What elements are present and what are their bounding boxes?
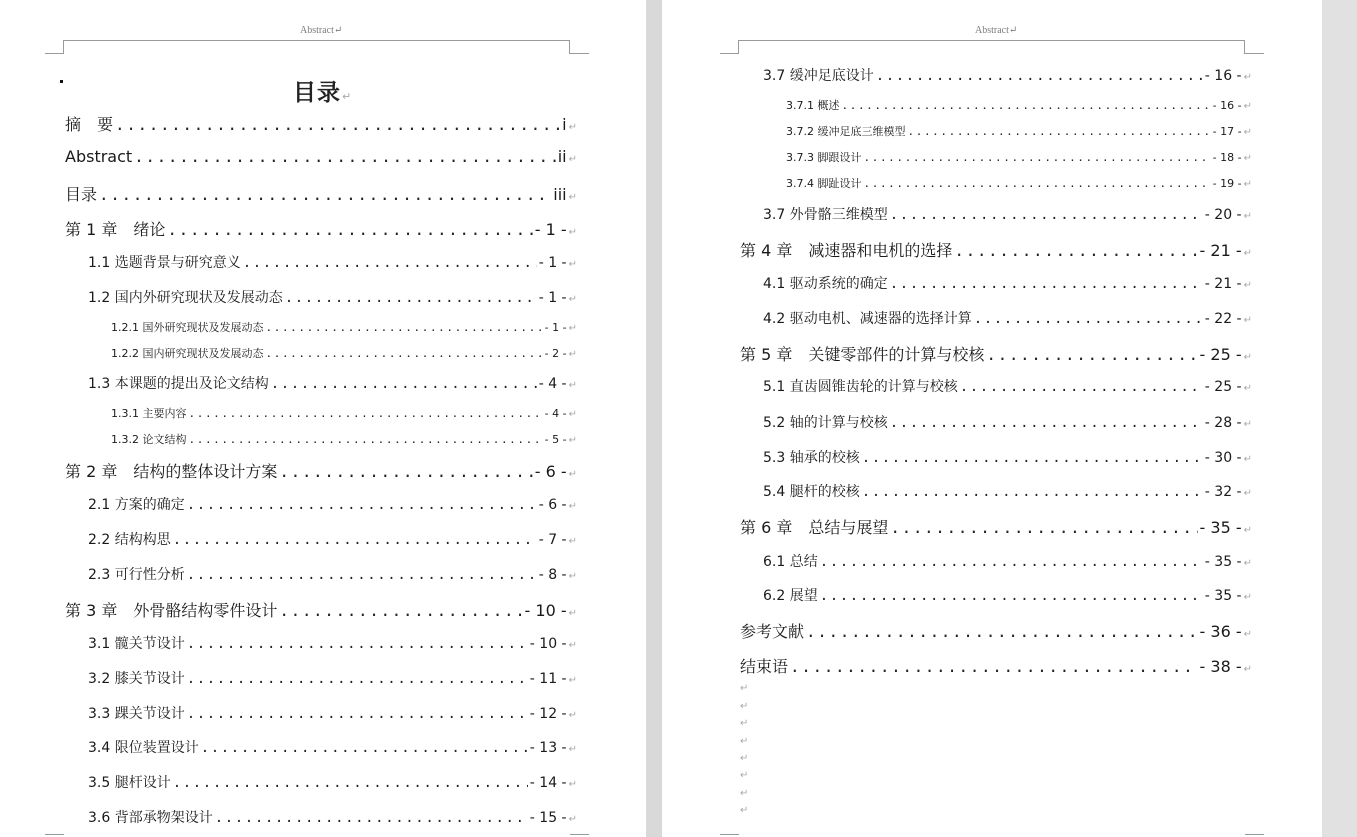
toc-entry-page: - 17 - (1212, 125, 1242, 138)
toc-entry-label: 1.1 选题背景与研究意义 (88, 255, 241, 271)
toc-entry-label: 3.3 踝关节设计 (88, 706, 185, 722)
toc-entry[interactable] (88, 772, 577, 792)
toc-entry-label: 6.1 总结 (763, 554, 818, 570)
toc-leader-dots (279, 601, 522, 620)
toc-entry[interactable] (88, 564, 577, 584)
toc-leader-dots (243, 255, 537, 271)
toc-entry-page: - 38 - (1199, 657, 1242, 676)
toc-entry-label: 参考文献 (740, 622, 805, 641)
toc-entry-page: - 25 - (1199, 345, 1242, 364)
toc-leader-dots (890, 415, 1203, 431)
toc-entry-page: - 22 - (1204, 311, 1242, 327)
toc-leader-dots (187, 706, 528, 722)
paragraph-mark: ↵ (1243, 525, 1252, 536)
paragraph-mark: ↵ (568, 608, 577, 619)
crop-mark (570, 53, 589, 54)
toc-entry[interactable] (740, 238, 1252, 261)
paragraph-mark: ↵ (568, 640, 577, 651)
toc-leader-dots (271, 376, 537, 392)
toc-leader-dots (266, 347, 543, 360)
toc-leader-dots (864, 151, 1211, 164)
paragraph-mark: ↵ (568, 259, 577, 270)
toc-entry-page: - 16 - (1204, 68, 1242, 84)
toc-entry-label: 第 4 章 减速器和电机的选择 (740, 241, 953, 260)
toc-entry-label: 3.6 背部承物架设计 (88, 810, 213, 826)
toc-entry[interactable] (88, 373, 577, 393)
toc-entry[interactable] (763, 447, 1252, 467)
paragraph-mark: ↵ (1243, 127, 1252, 138)
toc-entry[interactable] (786, 175, 1252, 191)
toc-leader-dots (862, 450, 1203, 466)
paragraph-mark: ↵ (740, 701, 749, 712)
toc-entry[interactable] (763, 204, 1252, 224)
toc-entry-label: 3.5 腿杆设计 (88, 775, 171, 791)
toc-entry-page: - 15 - (529, 810, 567, 826)
crop-mark (738, 40, 739, 54)
toc-entry-page: - 4 - (544, 407, 567, 420)
toc-entry-label: 3.1 髋关节设计 (88, 636, 185, 652)
toc-entry-page: - 2 - (544, 347, 567, 360)
paragraph-mark: ↵ (568, 814, 577, 825)
paragraph-mark: ↵ (740, 770, 749, 781)
toc-entry[interactable] (763, 585, 1252, 605)
toc-entry[interactable] (65, 217, 577, 240)
paragraph-mark: ↵ (1243, 248, 1252, 259)
paragraph-mark: ↵ (1243, 629, 1252, 640)
toc-entry[interactable] (740, 515, 1252, 538)
toc-entry-page: - 1 - (534, 220, 567, 239)
toc-entry-label: 第 1 章 绪论 (65, 220, 166, 239)
paragraph-mark: ↵ (568, 744, 577, 755)
toc-leader-dots (806, 622, 1198, 641)
paragraph-mark: ↵ (1243, 558, 1252, 569)
toc-entry[interactable] (740, 654, 1252, 677)
toc-entry-page: - 1 - (538, 290, 567, 306)
crop-mark (1245, 834, 1264, 835)
toc-leader-dots (790, 657, 1198, 676)
toc-leader-dots (864, 177, 1211, 190)
toc-entry-label: 结束语 (740, 657, 789, 676)
toc-entry-page: - 6 - (538, 497, 567, 513)
toc-leader-dots (187, 671, 528, 687)
paragraph-mark: ↵ (1243, 352, 1252, 363)
page-gap (646, 0, 662, 837)
paragraph-mark: ↵ (568, 571, 577, 582)
toc-entry[interactable] (88, 633, 577, 653)
toc-entry-page: - 10 - (529, 636, 567, 652)
toc-entry-page: - 11 - (529, 671, 567, 687)
toc-entry-page: - 16 - (1212, 99, 1242, 112)
toc-leader-dots (134, 147, 556, 166)
toc-entry[interactable] (763, 65, 1252, 85)
toc-entry-label: 第 5 章 关键零部件的计算与校核 (740, 345, 985, 364)
toc-entry-page: - 4 - (538, 376, 567, 392)
toc-entry-page: - 21 - (1204, 276, 1242, 292)
paragraph-mark: ↵ (1243, 101, 1252, 112)
toc-entry-label: 3.2 膝关节设计 (88, 671, 185, 687)
toc-entry-page: - 21 - (1199, 241, 1242, 260)
bullet-mark (60, 80, 63, 83)
crop-mark (45, 53, 64, 54)
toc-entry-label: 5.1 直齿圆锥齿轮的计算与校核 (763, 379, 958, 395)
page-header-text: Abstract↵ (300, 25, 343, 36)
toc-entry-page: - 14 - (529, 775, 567, 791)
crop-mark (570, 834, 589, 835)
paragraph-mark: ↵ (568, 469, 577, 480)
paragraph-mark: ↵ (568, 192, 577, 203)
toc-entry-page: - 1 - (544, 321, 567, 334)
toc-entry-label: 5.2 轴的计算与校核 (763, 415, 888, 431)
paragraph-mark: ↵ (740, 753, 749, 764)
toc-entry[interactable] (740, 619, 1252, 642)
paragraph-mark: ↵ (740, 683, 749, 694)
toc-entry[interactable] (111, 405, 577, 421)
toc-entry-page: - 25 - (1204, 379, 1242, 395)
paragraph-mark: ↵ (568, 154, 577, 165)
paragraph-mark: ↵ (568, 409, 577, 420)
toc-entry-page: - 32 - (1204, 484, 1242, 500)
toc-title (293, 74, 352, 107)
toc-entry[interactable] (763, 308, 1252, 328)
crop-mark (720, 834, 739, 835)
toc-entry[interactable] (111, 431, 577, 447)
toc-entry-label: 2.1 方案的确定 (88, 497, 185, 513)
toc-leader-dots (266, 321, 543, 334)
toc-entry-label: 4.1 驱动系统的确定 (763, 276, 888, 292)
crop-mark (1244, 40, 1245, 54)
paragraph-mark: ↵ (568, 122, 577, 133)
toc-entry-label: 6.2 展望 (763, 588, 818, 604)
paragraph-mark: ↵ (568, 536, 577, 547)
toc-entry-page: - 12 - (529, 706, 567, 722)
toc-entry-page: - 28 - (1204, 415, 1242, 431)
toc-entry[interactable] (88, 807, 577, 827)
paragraph-mark: ↵ (342, 90, 353, 103)
paragraph-mark: ↵ (568, 349, 577, 360)
toc-entry[interactable] (763, 551, 1252, 571)
paragraph-mark: ↵ (1243, 592, 1252, 603)
paragraph-mark: ↵ (1243, 419, 1252, 430)
toc-entry-page: - 19 - (1212, 177, 1242, 190)
paragraph-mark: ↵ (1243, 488, 1252, 499)
toc-entry[interactable] (786, 149, 1252, 165)
paragraph-mark: ↵ (740, 788, 749, 799)
paragraph-mark: ↵ (1243, 315, 1252, 326)
toc-entry[interactable] (763, 376, 1252, 396)
toc-title-text: 目录 (293, 80, 341, 106)
toc-entry[interactable] (88, 494, 577, 514)
toc-leader-dots (960, 379, 1203, 395)
paragraph-mark: ↵ (1243, 383, 1252, 394)
toc-entry[interactable] (786, 123, 1252, 139)
toc-entry[interactable] (65, 459, 577, 482)
toc-entry[interactable] (88, 287, 577, 307)
toc-entry-label: 3.4 限位装置设计 (88, 740, 199, 756)
toc-entry-label: 2.2 结构构思 (88, 532, 171, 548)
toc-entry-page: - 35 - (1199, 518, 1242, 537)
crop-mark (569, 40, 570, 54)
toc-entry-page: - 10 - (524, 601, 567, 620)
paragraph-mark: ↵ (568, 501, 577, 512)
toc-entry-label: 1.2.1 国外研究现状及发展动态 (111, 321, 264, 334)
paragraph-mark: ↵ (740, 736, 749, 747)
crop-mark (720, 53, 739, 54)
toc-leader-dots (167, 220, 532, 239)
toc-entry[interactable] (65, 182, 577, 205)
toc-leader-dots (890, 518, 1197, 537)
toc-entry-page: - 20 - (1204, 207, 1242, 223)
paragraph-mark: ↵ (568, 779, 577, 790)
toc-entry-label: 第 3 章 外骨骼结构零件设计 (65, 601, 278, 620)
crop-mark (1245, 53, 1264, 54)
toc-leader-dots (187, 567, 537, 583)
toc-entry-label: 目录 (65, 185, 98, 204)
toc-leader-dots (862, 484, 1203, 500)
toc-leader-dots (189, 407, 543, 420)
toc-entry-label: 5.4 腿杆的校核 (763, 484, 860, 500)
toc-entry-label: 1.3.1 主要内容 (111, 407, 187, 420)
toc-entry-label: 3.7.2 缓冲足底三维模型 (786, 125, 906, 138)
toc-leader-dots (173, 775, 528, 791)
toc-entry-page: - 5 - (544, 433, 567, 446)
toc-leader-dots (986, 345, 1197, 364)
toc-entry-label: 5.3 轴承的校核 (763, 450, 860, 466)
paragraph-mark: ↵ (568, 380, 577, 391)
toc-entry-page: ii (557, 147, 567, 166)
document-page-left[interactable] (0, 0, 646, 837)
toc-entry[interactable] (111, 319, 577, 335)
toc-entry-label: 1.3.2 论文结构 (111, 433, 187, 446)
paragraph-mark: ↵ (1243, 280, 1252, 291)
toc-leader-dots (890, 276, 1203, 292)
paragraph-mark: ↵ (1243, 153, 1252, 164)
right-margin-area (1322, 0, 1357, 837)
toc-leader-dots (974, 311, 1203, 327)
toc-entry-label: 3.7 缓冲足底设计 (763, 68, 874, 84)
toc-entry-page: - 8 - (538, 567, 567, 583)
toc-leader-dots (99, 185, 551, 204)
toc-entry[interactable] (763, 481, 1252, 501)
toc-entry-page: - 36 - (1199, 622, 1242, 641)
paragraph-mark: ↵ (1243, 664, 1252, 675)
toc-entry-label: 第 6 章 总结与展望 (740, 518, 889, 537)
paragraph-mark: ↵ (1243, 72, 1252, 83)
toc-entry[interactable] (786, 97, 1252, 113)
toc-entry-page: - 13 - (529, 740, 567, 756)
paragraph-mark: ↵ (568, 435, 577, 446)
toc-entry[interactable] (65, 112, 577, 135)
paragraph-mark: ↵ (1243, 211, 1252, 222)
toc-leader-dots (954, 241, 1197, 260)
toc-leader-dots (215, 810, 528, 826)
toc-entry-page: iii (553, 185, 567, 204)
toc-entry-label: 1.2.2 国内研究现状及发展动态 (111, 347, 264, 360)
paragraph-mark: ↵ (568, 294, 577, 305)
paragraph-mark: ↵ (568, 227, 577, 238)
toc-leader-dots (187, 636, 528, 652)
paragraph-mark: ↵ (1243, 454, 1252, 465)
toc-entry-label: 摘 要 (65, 115, 114, 134)
toc-entry-page: - 18 - (1212, 151, 1242, 164)
toc-entry-page: - 1 - (538, 255, 567, 271)
toc-entry-page: - 35 - (1204, 554, 1242, 570)
toc-leader-dots (279, 462, 532, 481)
toc-entry-label: 4.2 驱动电机、减速器的选择计算 (763, 311, 972, 327)
toc-entry[interactable] (65, 598, 577, 621)
toc-entry-page: - 6 - (534, 462, 567, 481)
toc-leader-dots (820, 588, 1203, 604)
toc-entry-label: 3.7.4 脚趾设计 (786, 177, 862, 190)
toc-leader-dots (842, 99, 1211, 112)
toc-entry[interactable] (740, 342, 1252, 365)
toc-leader-dots (820, 554, 1203, 570)
toc-entry-page: - 30 - (1204, 450, 1242, 466)
toc-entry[interactable] (111, 345, 577, 361)
toc-leader-dots (187, 497, 537, 513)
toc-leader-dots (890, 207, 1203, 223)
toc-entry-page: i (562, 115, 567, 134)
crop-mark (63, 40, 64, 54)
toc-entry[interactable] (88, 252, 577, 272)
toc-entry[interactable] (763, 273, 1252, 293)
toc-entry-label: Abstract (65, 147, 133, 166)
header-border (739, 40, 1245, 41)
paragraph-mark: ↵ (568, 710, 577, 721)
toc-leader-dots (876, 68, 1203, 84)
paragraph-mark: ↵ (1243, 179, 1252, 190)
toc-leader-dots (285, 290, 537, 306)
toc-entry-page: - 35 - (1204, 588, 1242, 604)
toc-entry[interactable] (88, 703, 577, 723)
toc-leader-dots (201, 740, 528, 756)
toc-entry-page: - 7 - (538, 532, 567, 548)
toc-entry-label: 1.3 本课题的提出及论文结构 (88, 376, 269, 392)
toc-entry[interactable] (88, 668, 577, 688)
paragraph-mark: ↵ (740, 718, 749, 729)
toc-entry[interactable] (65, 147, 577, 166)
toc-entry-label: 3.7.3 脚跟设计 (786, 151, 862, 164)
toc-leader-dots (115, 115, 560, 134)
crop-mark (45, 834, 64, 835)
toc-entry[interactable] (88, 529, 577, 549)
document-page-right[interactable] (662, 0, 1322, 837)
page-header-text: Abstract↵ (975, 25, 1018, 36)
toc-entry[interactable] (88, 737, 577, 757)
toc-entry[interactable] (763, 412, 1252, 432)
toc-leader-dots (189, 433, 543, 446)
toc-entry-label: 1.2 国内外研究现状及发展动态 (88, 290, 283, 306)
toc-entry-label: 第 2 章 结构的整体设计方案 (65, 462, 278, 481)
toc-leader-dots (173, 532, 537, 548)
toc-entry-label: 3.7.1 概述 (786, 99, 840, 112)
toc-entry-label: 2.3 可行性分析 (88, 567, 185, 583)
toc-entry-label: 3.7 外骨骼三维模型 (763, 207, 888, 223)
toc-leader-dots (908, 125, 1211, 138)
paragraph-mark: ↵ (568, 323, 577, 334)
header-border (64, 40, 570, 41)
paragraph-mark: ↵ (740, 805, 749, 816)
paragraph-mark: ↵ (568, 675, 577, 686)
